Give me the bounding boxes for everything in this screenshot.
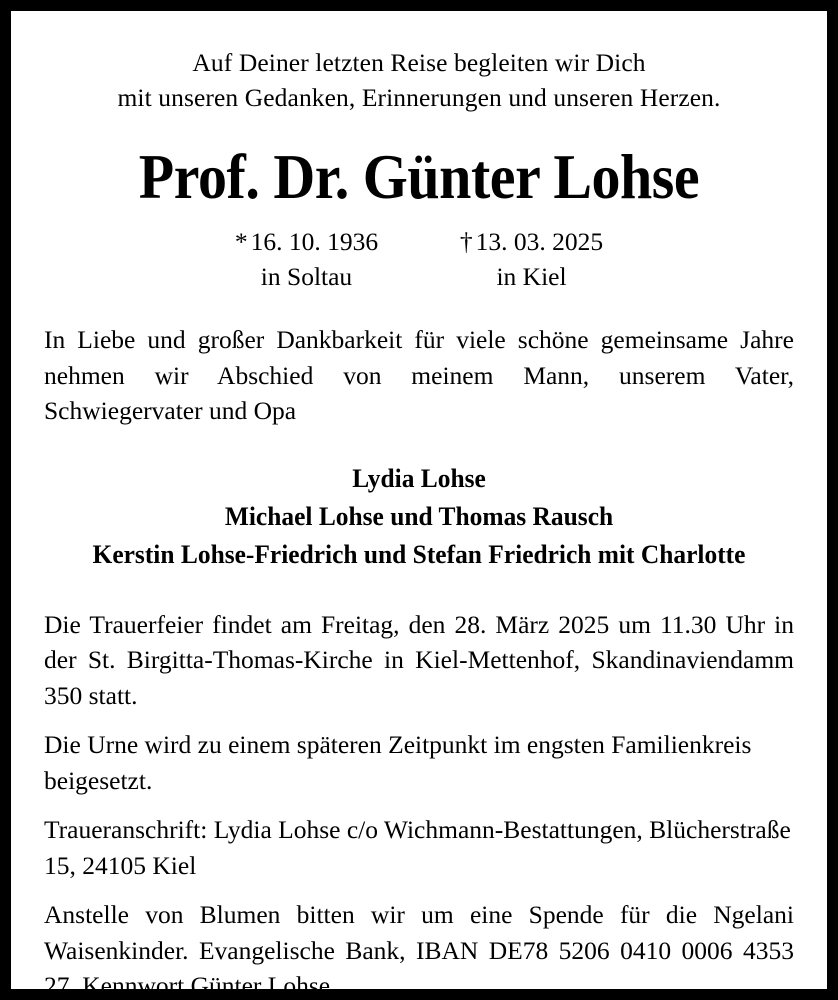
deceased-name: Prof. Dr. Günter Lohse bbox=[138, 142, 700, 212]
epigraph-line-1: Auf Deiner letzten Reise begleiten wir Dich bbox=[192, 48, 646, 77]
death-cross-icon: † bbox=[459, 227, 473, 256]
family-names bbox=[59, 459, 779, 573]
urn-burial-text: Die Urne wird zu einem späteren Zeitpunkt im engsten Familienkreis beigesetzt. bbox=[44, 730, 752, 795]
life-dates bbox=[44, 224, 794, 294]
service-details-text: Die Trauerfeier findet am Freitag, den 28. März 2025 um 11.30 Uhr in der St. Birgitta-Thomas-Kirche in Kiel-Mettenhof, Skandinaviendamm 350 statt. bbox=[44, 609, 794, 710]
intro-text: In Liebe und großer Dankbarkeit für viele schöne gemeinsame Jahre nehmen wir Abschied von meinem Mann, unserem Vater, Schwiegervater und Opa bbox=[44, 325, 794, 425]
family-name-1: Lydia Lohse bbox=[352, 462, 486, 493]
family-name-2: Michael Lohse und Thomas Rausch bbox=[224, 500, 614, 531]
birth-star-icon: * bbox=[234, 227, 248, 256]
birth-column bbox=[194, 224, 419, 294]
birth-date: 16. 10. 1936 bbox=[250, 227, 379, 256]
death-column bbox=[419, 224, 644, 294]
death-date-line bbox=[419, 224, 644, 259]
death-place: in Kiel bbox=[496, 262, 567, 291]
notice-content bbox=[14, 14, 824, 1000]
condolence-address-text: Traueranschrift: Lydia Lohse c/o Wichmann-Bestattungen, Blücherstraße 15, 24105 Kiel bbox=[44, 815, 791, 880]
birth-place: in Soltau bbox=[260, 262, 353, 291]
birth-date-line bbox=[194, 224, 419, 259]
death-date: 13. 03. 2025 bbox=[475, 227, 604, 256]
epigraph-line-2: mit unseren Gedanken, Erinnerungen und unseren Herzen. bbox=[117, 83, 721, 112]
family-name-3: Kerstin Lohse-Friedrich und Stefan Friedrich mit Charlotte bbox=[92, 538, 746, 569]
epigraph bbox=[44, 14, 794, 115]
donation-request-text: Anstelle von Blumen bitten wir um eine Spende für die Ngelani Waisenkinder. Evangelische Bank, IBAN DE78 5206 0410 0006 4353 27, Kennwort Günter Lohse. bbox=[44, 900, 794, 1000]
